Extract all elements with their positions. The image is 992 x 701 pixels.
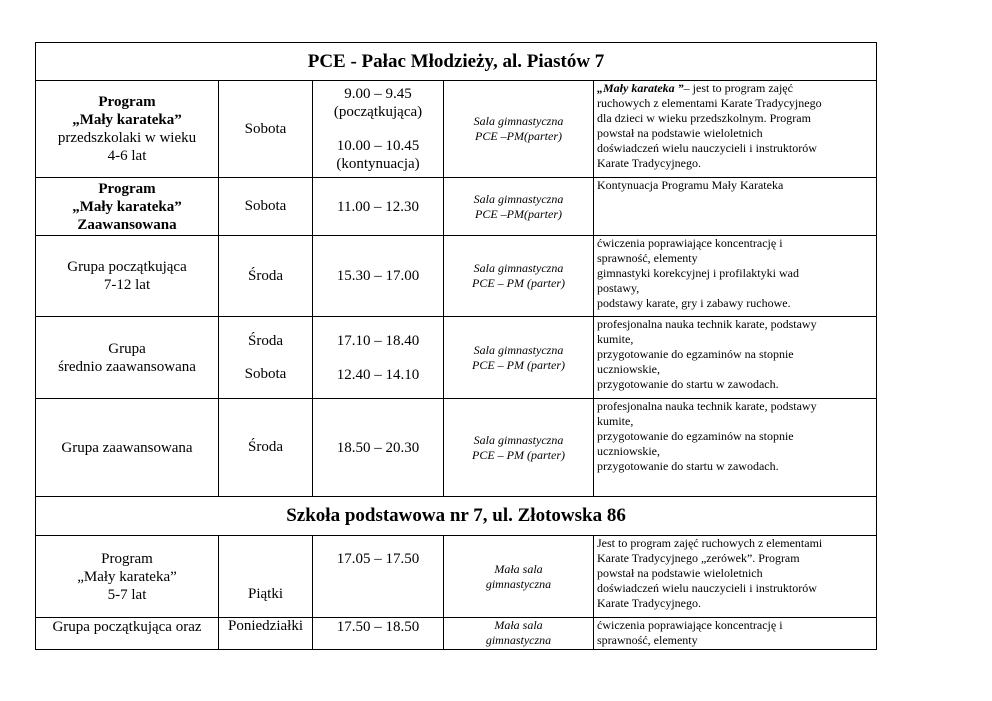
- program-line: Grupa: [108, 340, 146, 357]
- time-line: 17.10 – 18.40: [336, 332, 420, 349]
- description-line: Karate Tradycyjnego.: [597, 596, 701, 610]
- program-line: Program: [98, 180, 156, 197]
- program-cell: [36, 317, 219, 399]
- description-line: sprawność, elementy: [597, 633, 698, 647]
- description-cell: [594, 317, 877, 399]
- day-cell: Sobota: [219, 178, 313, 236]
- day-cell: Środa: [219, 236, 313, 317]
- room-cell: [444, 536, 594, 618]
- description-cell: [594, 536, 877, 618]
- program-line: Program: [98, 94, 156, 110]
- room-line: PCE –PM(parter): [475, 206, 562, 221]
- description-line: Jest to program zajęć ruchowych z elementami: [597, 536, 823, 550]
- time-line: (początkująca): [333, 104, 423, 120]
- day-cell: Sobota: [219, 81, 313, 178]
- section-title: Szkoła podstawowa nr 7, ul. Złotowska 86: [36, 497, 877, 536]
- section-header-row: [36, 43, 877, 81]
- description-line: kumite,: [597, 332, 634, 346]
- table-row: [36, 399, 877, 497]
- program-line: 5-7 lat: [107, 586, 147, 603]
- program-line: 7-12 lat: [103, 277, 151, 293]
- description-line: profesjonalna nauka technik karate, podstawy: [597, 317, 817, 331]
- room-line: gimnastyczna: [485, 633, 552, 647]
- room-line: Mała sala: [494, 561, 543, 576]
- time-cell: [313, 81, 444, 178]
- table-row: [36, 81, 877, 178]
- description-line: gimnastyki korekcyjnej i profilaktyki wad: [597, 266, 799, 280]
- program-line: przedszkolaki w wieku: [57, 130, 197, 146]
- program-line: Grupa początkująca: [67, 259, 187, 275]
- room-line: Sala gimnastyczna: [473, 342, 564, 357]
- room-line: Sala gimnastyczna: [473, 261, 564, 275]
- room-cell: [444, 618, 594, 650]
- description-line: sprawność, elementy: [597, 251, 698, 265]
- room-cell: [444, 81, 594, 178]
- program-cell: Grupa zaawansowana: [36, 399, 219, 497]
- section-header-row: [36, 497, 877, 536]
- time-cell: [313, 317, 444, 399]
- room-line: Sala gimnastyczna: [473, 114, 564, 128]
- description-line: doświadczeń wielu nauczycieli i instruktorów: [597, 141, 817, 155]
- description-line: ćwiczenia poprawiające koncentrację i: [597, 236, 783, 250]
- description-line: doświadczeń wielu nauczycieli i instruktorów: [597, 581, 817, 595]
- program-line: 4-6 lat: [107, 148, 147, 164]
- day-cell: Poniedziałki: [219, 618, 313, 650]
- description-line: powstał na podstawie wieloletnich: [597, 566, 763, 580]
- description-line: Kontynuacja Programu Mały Karateka: [597, 178, 784, 192]
- description-line: Karate Tradycyjnego „zerówek”. Program: [597, 551, 800, 565]
- program-line: „Mały karateka”: [72, 112, 182, 128]
- room-line: PCE – PM (parter): [472, 357, 565, 372]
- day-cell: Piątki: [219, 536, 313, 618]
- time-cell: 17.50 – 18.50: [313, 618, 444, 650]
- day-cell: Środa: [219, 399, 313, 497]
- room-line: PCE –PM(parter): [475, 129, 562, 143]
- time-cell: 18.50 – 20.30: [313, 399, 444, 497]
- table-row: [36, 236, 877, 317]
- description-line: dla dzieci w wieku przedszkolnym. Program: [597, 111, 811, 125]
- program-line: Zaawansowana: [77, 216, 177, 233]
- description-line: kumite,: [597, 414, 634, 428]
- time-cell: 15.30 – 17.00: [313, 236, 444, 317]
- time-cell: 11.00 – 12.30: [313, 178, 444, 236]
- description-line: profesjonalna nauka technik karate, podstawy: [597, 399, 817, 413]
- program-cell: [36, 236, 219, 317]
- description-line: przygotowanie do egzaminów na stopnie: [597, 347, 794, 361]
- time-cell: 17.05 – 17.50: [313, 536, 444, 618]
- day-line: Środa: [248, 332, 283, 349]
- description-line: postawy,: [597, 281, 640, 295]
- room-line: Sala gimnastyczna: [473, 191, 564, 206]
- room-line: PCE – PM (parter): [472, 276, 565, 290]
- day-line: Sobota: [244, 365, 287, 382]
- description-line: ćwiczenia poprawiające koncentrację i: [597, 618, 783, 632]
- table-row: [36, 618, 877, 650]
- time-line: (kontynuacja): [336, 156, 420, 172]
- section-title: PCE - Pałac Młodzieży, al. Piastów 7: [36, 43, 877, 81]
- program-line: Program: [101, 550, 153, 567]
- program-cell: [36, 536, 219, 618]
- description-cell: [594, 618, 877, 650]
- table-row: [36, 536, 877, 618]
- program-cell: [36, 178, 219, 236]
- description-lead: „Mały karateka ”: [597, 81, 684, 95]
- day-cell: [219, 317, 313, 399]
- room-line: Sala gimnastyczna: [473, 432, 564, 447]
- program-cell: Grupa początkująca oraz: [36, 618, 219, 650]
- description-line: ruchowych z elementami Karate Tradycyjnego: [597, 96, 822, 110]
- description-line: powstał na podstawie wieloletnich: [597, 126, 763, 140]
- description-line: Karate Tradycyjnego.: [597, 156, 701, 170]
- program-line: „Mały karateka”: [77, 568, 177, 585]
- schedule-table: [35, 42, 877, 650]
- description-cell: [594, 81, 877, 178]
- program-line: średnio zaawansowana: [58, 358, 196, 375]
- room-cell: [444, 178, 594, 236]
- time-line: 10.00 – 10.45: [336, 138, 420, 154]
- room-cell: [444, 399, 594, 497]
- room-cell: [444, 317, 594, 399]
- description-line: uczniowskie,: [597, 444, 660, 458]
- room-line: gimnastyczna: [485, 576, 552, 591]
- description-line: uczniowskie,: [597, 362, 660, 376]
- time-line: 9.00 – 9.45: [344, 86, 412, 102]
- room-line: PCE – PM (parter): [472, 447, 565, 462]
- description-line: podstawy karate, gry i zabawy ruchowe.: [597, 296, 791, 310]
- description-cell: [594, 236, 877, 317]
- description-cell: [594, 178, 877, 236]
- time-line: 12.40 – 14.10: [336, 366, 420, 383]
- table-row: [36, 178, 877, 236]
- program-cell: [36, 81, 219, 178]
- table-row: [36, 317, 877, 399]
- room-line: Mała sala: [494, 618, 543, 632]
- program-line: „Mały karateka”: [72, 198, 182, 215]
- description-line: przygotowanie do startu w zawodach.: [597, 377, 779, 391]
- description-line: – jest to program zajęć: [683, 81, 793, 95]
- room-cell: [444, 236, 594, 317]
- description-line: przygotowanie do startu w zawodach.: [597, 459, 779, 473]
- description-cell: [594, 399, 877, 497]
- description-line: przygotowanie do egzaminów na stopnie: [597, 429, 794, 443]
